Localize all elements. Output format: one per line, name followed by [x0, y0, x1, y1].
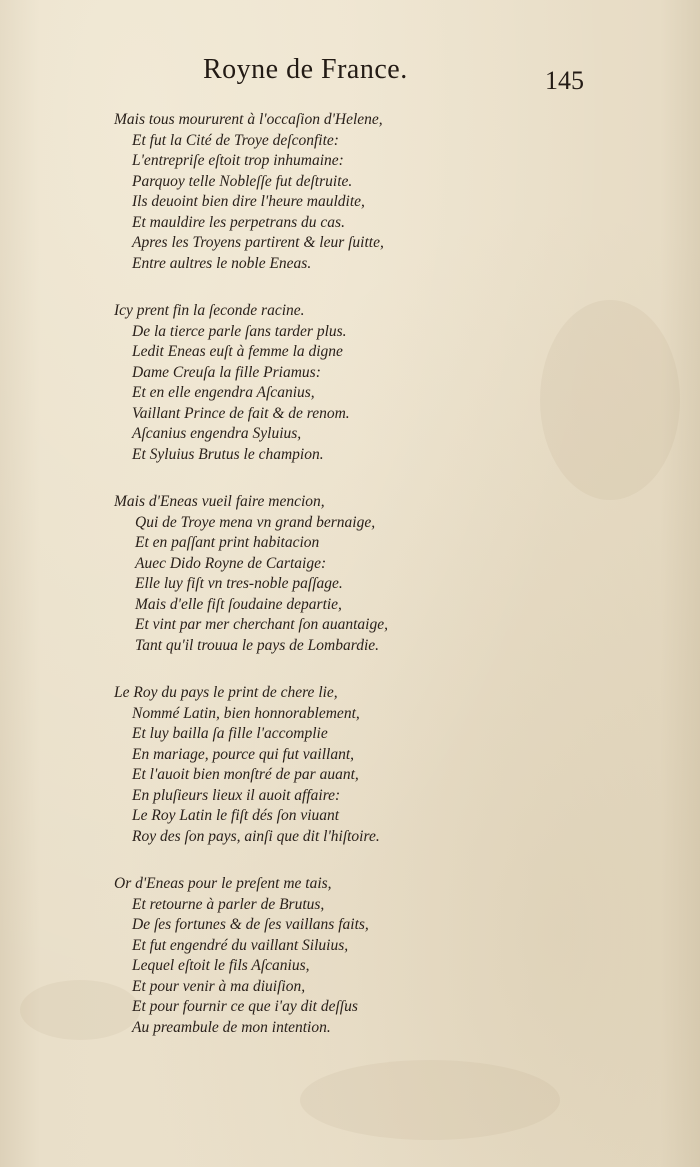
verse-line: Et fut la Cité de Troye deſconfite: — [132, 131, 339, 149]
stanza — [114, 301, 494, 465]
verse-line: Nommé Latin, bien honnorablement, — [132, 704, 360, 722]
paper-stain — [540, 300, 680, 500]
verse-line: Et Syluius Brutus le champion. — [132, 445, 324, 463]
verse-line: Ledit Eneas euſt à femme la digne — [132, 343, 343, 360]
verse-line: De la tierce parle ſans tarder plus. — [132, 322, 347, 340]
verse-line: L'entrepriſe eſtoit trop inhumaine: — [132, 152, 344, 169]
poem-text — [114, 110, 494, 1065]
verse-line: Et vint par mer cherchant ſon auantaige, — [135, 616, 388, 633]
page-header — [0, 50, 700, 100]
verse-line: Mais tous moururent à l'occaſion d'Helene, — [114, 111, 383, 128]
verse-line: Auec Dido Royne de Cartaige: — [135, 554, 327, 572]
verse-line: Aſcanius engendra Syluius, — [132, 425, 302, 442]
verse-line: Le Roy Latin le fiſt dés ſon viuant — [132, 807, 340, 824]
verse-line: Tant qu'il trouua le pays de Lombardie. — [135, 636, 380, 654]
verse-line: Dame Creuſa la fille Priamus: — [132, 363, 321, 381]
verse-line: En pluſieurs lieux il auoit affaire: — [132, 786, 341, 804]
verse-line: Roy des ſon pays, ainſi que dit l'hiſtoire. — [132, 827, 380, 845]
verse-line: Ils deuoint bien dire l'heure mauldite, — [132, 193, 365, 210]
verse-line: Lequel eſtoit le fils Aſcanius, — [132, 957, 310, 974]
stanza — [114, 683, 494, 847]
running-title: Royne de France. — [203, 54, 408, 85]
paper-stain — [300, 1060, 560, 1140]
verse-line: Mais d'elle fiſt ſoudaine departie, — [135, 595, 342, 613]
page-number: 145 — [545, 66, 584, 95]
verse-line: Et pour venir à ma diuiſion, — [132, 977, 306, 995]
verse-line: Et luy bailla ſa fille l'accomplie — [132, 725, 328, 742]
verse-line: Mais d'Eneas vueil faire mencion, — [114, 493, 325, 510]
verse-line: Qui de Troye mena vn grand bernaige, — [135, 513, 376, 531]
verse-line: Et fut engendré du vaillant Siluius, — [132, 936, 349, 954]
verse-line: En mariage, pource qui fut vaillant, — [132, 745, 354, 763]
verse-line: Parquoy telle Nobleſſe fut deſtruite. — [132, 172, 353, 190]
verse-line: Au preambule de mon intention. — [132, 1018, 331, 1036]
verse-line: Et l'auoit bien monſtré de par auant, — [132, 766, 359, 783]
verse-line: Et pour fournir ce que i'ay dit deſſus — [132, 998, 358, 1015]
verse-line: Et en paſſant print habitacion — [135, 534, 320, 551]
verse-line: Et en elle engendra Aſcanius, — [132, 384, 315, 401]
verse-line: Et retourne à parler de Brutus, — [132, 895, 325, 913]
verse-line: Icy prent fin la ſeconde racine. — [114, 302, 305, 319]
verse-line: Vaillant Prince de fait & de renom. — [132, 404, 350, 422]
verse-line: Entre aultres le noble Eneas. — [132, 254, 312, 272]
stanza — [114, 110, 494, 274]
verse-line: Et mauldire les perpetrans du cas. — [132, 213, 345, 231]
verse-line: Or d'Eneas pour le preſent me tais, — [114, 875, 332, 892]
verse-line: Elle luy fiſt vn tres-noble paſſage. — [135, 575, 343, 592]
verse-line: Apres les Troyens partirent & leur ſuitte, — [132, 234, 384, 251]
verse-line: Le Roy du pays le print de chere lie, — [114, 684, 338, 701]
stanza — [114, 492, 494, 656]
verse-line: De ſes fortunes & de ſes vaillans faits, — [132, 916, 369, 933]
stanza — [114, 874, 494, 1038]
